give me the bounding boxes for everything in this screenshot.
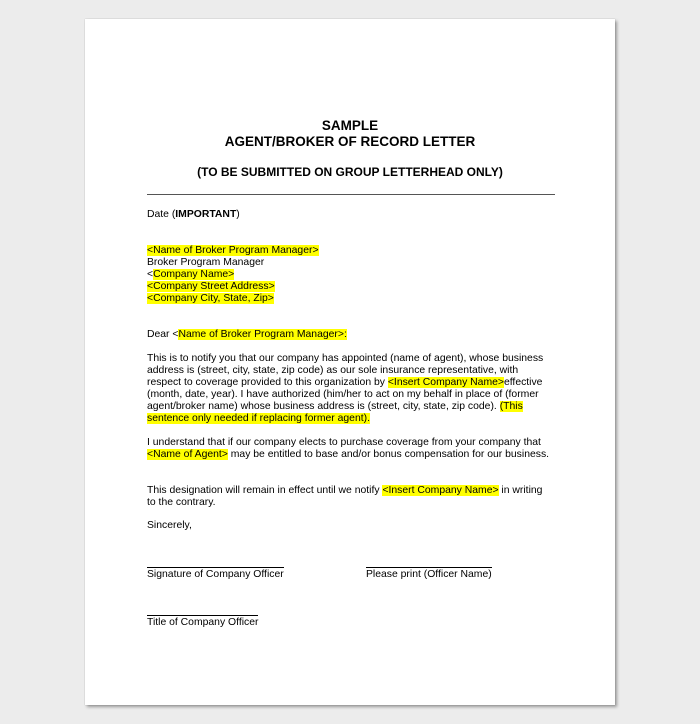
- date-important: IMPORTANT: [175, 209, 237, 220]
- recipient-address: [147, 245, 553, 305]
- title-divider: [147, 194, 555, 195]
- title-main: AGENT/BROKER OF RECORD LETTER: [224, 134, 476, 149]
- title-subtitle: (TO BE SUBMITTED ON GROUP LETTERHEAD ONLY): [197, 165, 503, 179]
- salutation-prefix: Dear <: [147, 329, 179, 340]
- salutation: [147, 329, 553, 341]
- title-sample: SAMPLE: [321, 118, 379, 133]
- insert-company-name-placeholder-2: <Insert Company Name>: [382, 485, 499, 496]
- officer-signature-label: Signature of Company Officer: [147, 569, 284, 580]
- p2-line2-text: may be entitled to base and/or bonus compensation for our business.: [227, 449, 550, 460]
- manager-name-placeholder: <Name of Broker Program Manager>: [147, 245, 319, 256]
- replacement-note-start: (This: [499, 401, 523, 412]
- officer-title-label: Title of Company Officer: [147, 617, 259, 628]
- p1-line4: (month, date, year). I have authorized (him/her to act on my behalf in place of (former: [147, 389, 539, 400]
- print-name-label: Please print (Officer Name): [366, 569, 492, 580]
- closing: Sincerely,: [147, 520, 192, 531]
- print-name-line: [366, 567, 492, 568]
- company-name-bracket: <: [147, 269, 154, 280]
- p2-line1: I understand that if our company elects to purchase coverage from your company that: [147, 437, 541, 448]
- paragraph-designation: [147, 485, 553, 509]
- paragraph-appointment: [147, 353, 553, 425]
- letter-page: [85, 19, 615, 705]
- insert-company-name-placeholder: <Insert Company Name>: [387, 377, 504, 388]
- officer-title-line: [147, 615, 258, 616]
- p1-line1: This is to notify you that our company has appointed (name of agent), whose business: [147, 353, 544, 364]
- paragraph-compensation: [147, 437, 553, 461]
- p1-line3-text: respect to coverage provided to this organization by: [147, 377, 388, 388]
- p1-line3-effective: effective: [503, 377, 543, 388]
- p3-line1-end: in writing: [498, 485, 543, 496]
- replacement-note-end: sentence only needed if replacing former agent).: [147, 413, 370, 424]
- p1-line2: address is (street, city, state, zip code) as our sole insurance representative, with: [147, 365, 519, 376]
- company-street-placeholder: <Company Street Address>: [147, 281, 275, 292]
- company-name-placeholder: Company Name>: [153, 269, 235, 280]
- agent-name-placeholder: <Name of Agent>: [147, 449, 228, 460]
- officer-signature-line: [147, 567, 284, 568]
- company-city-placeholder: <Company City, State, Zip>: [147, 293, 274, 304]
- p1-line5-text: agent/broker name) whose business address is (street, city, state, zip code).: [147, 401, 500, 412]
- date-line: [147, 209, 553, 221]
- date-label: Date (: [147, 209, 176, 220]
- date-close: ): [236, 209, 240, 220]
- p3-line1-text: This designation will remain in effect until we notify: [147, 485, 383, 496]
- salutation-name-placeholder: Name of Broker Program Manager>:: [178, 329, 347, 340]
- p3-line2: to the contrary.: [147, 497, 216, 508]
- manager-title: Broker Program Manager: [147, 257, 265, 268]
